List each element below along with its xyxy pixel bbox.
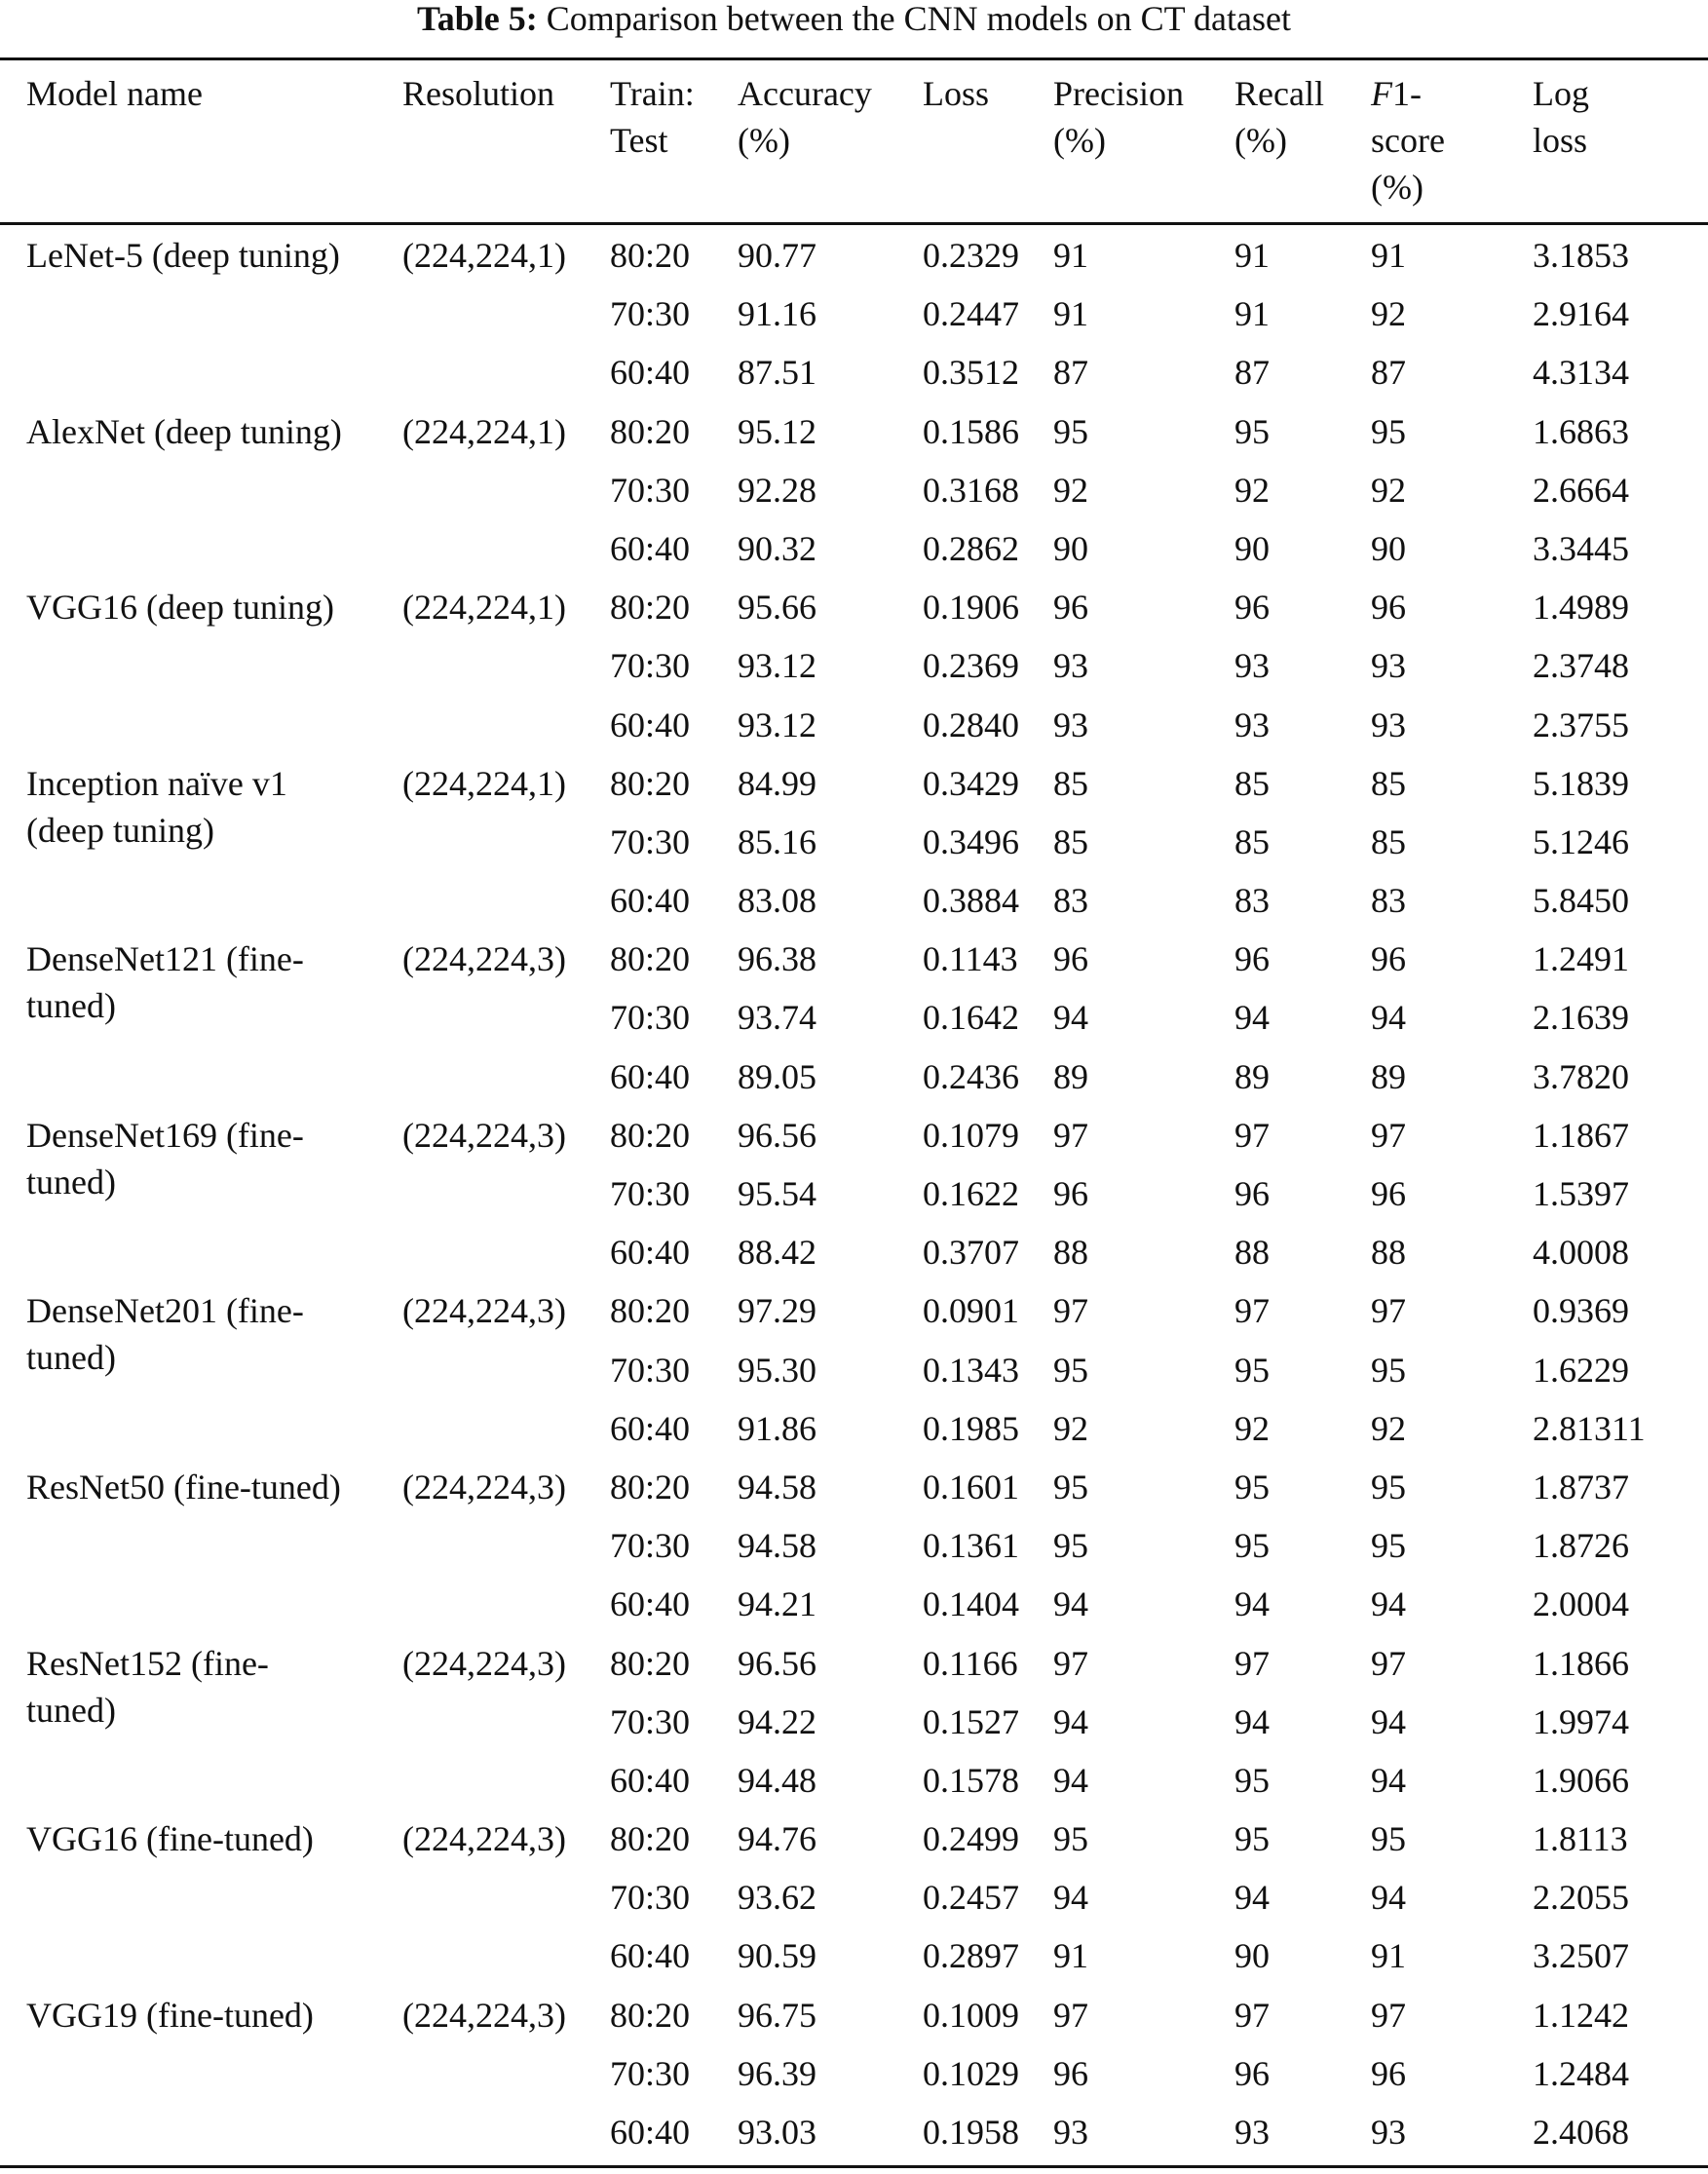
header-row (0, 60, 1708, 222)
table-row (0, 402, 1708, 461)
model-name-cell (0, 754, 402, 931)
logloss-cell: 2.81311 (1533, 1408, 1646, 1448)
accuracy-cell: 94.58 (738, 1467, 816, 1507)
recall-cell: 95 (1234, 1467, 1270, 1507)
recall-cell: 93 (1234, 2113, 1270, 2152)
logloss-cell: 2.6664 (1533, 470, 1629, 510)
split-cell: 80:20 (610, 411, 691, 451)
model-name-cell (0, 930, 402, 1106)
accuracy-cell: 97.29 (738, 1291, 816, 1331)
table-row (0, 930, 1708, 988)
logloss-cell: 2.1639 (1533, 998, 1629, 1038)
recall-cell: 95 (1234, 1526, 1270, 1566)
recall-cell: 97 (1234, 1115, 1270, 1155)
split-cell: 60:40 (610, 1408, 691, 1448)
split-cell: 80:20 (610, 1643, 691, 1683)
precision-cell: 97 (1053, 1115, 1088, 1155)
accuracy-cell: 96.56 (738, 1115, 816, 1155)
precision-cell: 95 (1053, 1526, 1088, 1566)
loss-cell: 0.1578 (923, 1760, 1019, 1800)
accuracy-cell: 94.48 (738, 1760, 816, 1800)
f1-cell: 97 (1371, 1643, 1406, 1683)
precision-cell: 93 (1053, 646, 1088, 686)
loss-cell: 0.1601 (923, 1467, 1019, 1507)
loss-cell: 0.1343 (923, 1350, 1019, 1390)
precision-cell: 95 (1053, 1467, 1088, 1507)
f1-cell: 96 (1371, 1174, 1406, 1213)
precision-cell: 94 (1053, 1584, 1088, 1624)
split-cell: 60:40 (610, 1056, 691, 1096)
split-cell: 70:30 (610, 1174, 691, 1213)
recall-cell: 95 (1234, 1760, 1270, 1800)
split-cell: 60:40 (610, 528, 691, 568)
split-cell: 80:20 (610, 1115, 691, 1155)
resolution-cell: (224,224,3) (402, 939, 566, 979)
precision-cell: 83 (1053, 881, 1088, 921)
model-name-line: tuned) (26, 1162, 116, 1201)
split-cell: 60:40 (610, 1584, 691, 1624)
logloss-cell: 3.7820 (1533, 1056, 1629, 1096)
f1-cell: 94 (1371, 998, 1406, 1038)
table-row (0, 1106, 1708, 1164)
recall-cell: 92 (1234, 1408, 1270, 1448)
loss-cell: 0.2436 (923, 1056, 1019, 1096)
logloss-cell: 5.1839 (1533, 763, 1629, 803)
f1-cell: 93 (1371, 705, 1406, 744)
recall-cell: 91 (1234, 294, 1270, 334)
f1-cell: 87 (1371, 353, 1406, 393)
loss-cell: 0.3168 (923, 470, 1019, 510)
split-cell: 70:30 (610, 821, 691, 861)
logloss-cell: 2.0004 (1533, 1584, 1629, 1624)
accuracy-cell: 95.54 (738, 1174, 816, 1213)
logloss-cell: 1.1867 (1533, 1115, 1629, 1155)
model-name-line: DenseNet169 (fine- (26, 1115, 304, 1155)
logloss-cell: 4.0008 (1533, 1233, 1629, 1273)
accuracy-cell: 85.16 (738, 821, 816, 861)
split-cell: 70:30 (610, 646, 691, 686)
accuracy-cell: 94.22 (738, 1701, 816, 1741)
model-name-cell (0, 1458, 402, 1634)
header-precision: Precision (%) (1053, 74, 1184, 160)
precision-cell: 94 (1053, 998, 1088, 1038)
loss-cell: 0.2457 (923, 1878, 1019, 1918)
f1-cell: 89 (1371, 1056, 1406, 1096)
f1-cell: 85 (1371, 763, 1406, 803)
split-cell: 80:20 (610, 939, 691, 979)
logloss-cell: 3.1853 (1533, 236, 1629, 275)
accuracy-cell: 94.76 (738, 1819, 816, 1859)
accuracy-cell: 95.12 (738, 411, 816, 451)
recall-cell: 95 (1234, 411, 1270, 451)
loss-cell: 0.3707 (923, 1233, 1019, 1273)
split-cell: 80:20 (610, 1819, 691, 1859)
accuracy-cell: 90.32 (738, 528, 816, 568)
model-name-line: VGG16 (fine-tuned) (26, 1819, 314, 1859)
accuracy-cell: 84.99 (738, 763, 816, 803)
f1-cell: 94 (1371, 1701, 1406, 1741)
loss-cell: 0.1586 (923, 411, 1019, 451)
recall-cell: 83 (1234, 881, 1270, 921)
f1-cell: 97 (1371, 1995, 1406, 2035)
logloss-cell: 1.4989 (1533, 588, 1629, 628)
recall-cell: 85 (1234, 763, 1270, 803)
header-logloss: Log loss (1533, 74, 1589, 160)
loss-cell: 0.1079 (923, 1115, 1019, 1155)
bottom-rule (0, 2165, 1708, 2168)
recall-cell: 94 (1234, 1878, 1270, 1918)
loss-cell: 0.2897 (923, 1936, 1019, 1976)
resolution-cell: (224,224,1) (402, 588, 566, 628)
accuracy-cell: 91.16 (738, 294, 816, 334)
split-cell: 60:40 (610, 353, 691, 393)
loss-cell: 0.1143 (923, 939, 1018, 979)
precision-cell: 92 (1053, 1408, 1088, 1448)
precision-cell: 95 (1053, 411, 1088, 451)
precision-cell: 91 (1053, 236, 1088, 275)
results-table (0, 60, 1708, 2161)
f1-cell: 95 (1371, 1819, 1406, 1859)
model-name-line: tuned) (26, 986, 116, 1026)
resolution-cell: (224,224,3) (402, 1995, 566, 2035)
split-cell: 60:40 (610, 1760, 691, 1800)
f1-cell: 95 (1371, 411, 1406, 451)
recall-cell: 94 (1234, 1701, 1270, 1741)
resolution-cell: (224,224,3) (402, 1643, 566, 1683)
split-cell: 80:20 (610, 1995, 691, 2035)
f1-cell: 90 (1371, 528, 1406, 568)
loss-cell: 0.1029 (923, 2053, 1019, 2093)
precision-cell: 94 (1053, 1701, 1088, 1741)
recall-cell: 89 (1234, 1056, 1270, 1096)
split-cell: 80:20 (610, 1291, 691, 1331)
recall-cell: 93 (1234, 646, 1270, 686)
f1-cell: 96 (1371, 2053, 1406, 2093)
precision-cell: 90 (1053, 528, 1088, 568)
accuracy-cell: 95.66 (738, 588, 816, 628)
model-name-line: tuned) (26, 1338, 116, 1378)
split-cell: 60:40 (610, 881, 691, 921)
accuracy-cell: 94.21 (738, 1584, 816, 1624)
precision-cell: 95 (1053, 1819, 1088, 1859)
precision-cell: 95 (1053, 1350, 1088, 1390)
table-row (0, 754, 1708, 813)
resolution-cell: (224,224,1) (402, 236, 566, 275)
logloss-cell: 2.3748 (1533, 646, 1629, 686)
table-row (0, 1634, 1708, 1693)
precision-cell: 92 (1053, 470, 1088, 510)
accuracy-cell: 91.86 (738, 1408, 816, 1448)
logloss-cell: 1.1242 (1533, 1995, 1629, 2035)
split-cell: 60:40 (610, 1233, 691, 1273)
split-cell: 60:40 (610, 705, 691, 744)
f1-cell: 93 (1371, 2113, 1406, 2152)
f1-cell: 93 (1371, 646, 1406, 686)
precision-cell: 93 (1053, 2113, 1088, 2152)
model-name-cell (0, 1106, 402, 1282)
precision-cell: 88 (1053, 1233, 1088, 1273)
loss-cell: 0.1985 (923, 1408, 1019, 1448)
accuracy-cell: 90.77 (738, 236, 816, 275)
model-name-line: VGG16 (deep tuning) (26, 588, 334, 628)
accuracy-cell: 93.12 (738, 646, 816, 686)
table-caption (0, 0, 1708, 51)
precision-cell: 85 (1053, 821, 1088, 861)
recall-cell: 94 (1234, 998, 1270, 1038)
recall-cell: 96 (1234, 939, 1270, 979)
accuracy-cell: 94.58 (738, 1526, 816, 1566)
caption-label: Table 5: (417, 0, 538, 38)
model-name-cell (0, 578, 402, 754)
model-name-line: DenseNet201 (fine- (26, 1291, 304, 1331)
logloss-cell: 2.4068 (1533, 2113, 1629, 2152)
f1-cell: 95 (1371, 1467, 1406, 1507)
f1-cell: 96 (1371, 588, 1406, 628)
precision-cell: 96 (1053, 939, 1088, 979)
accuracy-cell: 87.51 (738, 353, 816, 393)
accuracy-cell: 83.08 (738, 881, 816, 921)
recall-cell: 97 (1234, 1995, 1270, 2035)
recall-cell: 96 (1234, 2053, 1270, 2093)
table-row (0, 1281, 1708, 1340)
model-name-line: Inception naïve v1 (26, 763, 287, 803)
model-name-line: ResNet50 (fine-tuned) (26, 1467, 341, 1507)
f1-cell: 94 (1371, 1760, 1406, 1800)
split-cell: 70:30 (610, 294, 691, 334)
f1-cell: 94 (1371, 1584, 1406, 1624)
recall-cell: 88 (1234, 1233, 1270, 1273)
recall-cell: 96 (1234, 1174, 1270, 1213)
loss-cell: 0.0901 (923, 1291, 1019, 1331)
loss-cell: 0.1958 (923, 2113, 1019, 2152)
split-cell: 60:40 (610, 1936, 691, 1976)
logloss-cell: 1.2484 (1533, 2053, 1629, 2093)
accuracy-cell: 96.56 (738, 1643, 816, 1683)
logloss-cell: 2.9164 (1533, 294, 1629, 334)
f1-cell: 92 (1371, 470, 1406, 510)
loss-cell: 0.2369 (923, 646, 1019, 686)
header-f1: F1- score (%) (1371, 74, 1445, 207)
loss-cell: 0.1166 (923, 1643, 1018, 1683)
loss-cell: 0.2840 (923, 705, 1019, 744)
precision-cell: 94 (1053, 1760, 1088, 1800)
accuracy-cell: 96.75 (738, 1995, 816, 2035)
recall-cell: 97 (1234, 1643, 1270, 1683)
logloss-cell: 1.6229 (1533, 1350, 1629, 1390)
split-cell: 70:30 (610, 470, 691, 510)
precision-cell: 97 (1053, 1995, 1088, 2035)
loss-cell: 0.1009 (923, 1995, 1019, 2035)
split-cell: 70:30 (610, 1878, 691, 1918)
model-name-cell (0, 1281, 402, 1458)
logloss-cell: 2.2055 (1533, 1878, 1629, 1918)
f1-cell: 91 (1371, 236, 1406, 275)
f1-cell: 88 (1371, 1233, 1406, 1273)
f1-cell: 97 (1371, 1291, 1406, 1331)
logloss-cell: 1.2491 (1533, 939, 1629, 979)
table-row (0, 1458, 1708, 1516)
precision-cell: 91 (1053, 1936, 1088, 1976)
f1-cell: 95 (1371, 1526, 1406, 1566)
loss-cell: 0.2447 (923, 294, 1019, 334)
header-loss: Loss (923, 74, 990, 113)
accuracy-cell: 88.42 (738, 1233, 816, 1273)
loss-cell: 0.1527 (923, 1701, 1019, 1741)
header-split: Train: Test (610, 74, 695, 160)
precision-cell: 96 (1053, 588, 1088, 628)
logloss-cell: 1.1866 (1533, 1643, 1629, 1683)
model-name-line: tuned) (26, 1690, 116, 1730)
accuracy-cell: 93.03 (738, 2113, 816, 2152)
caption-text: Comparison between the CNN models on CT dataset (546, 0, 1291, 38)
precision-cell: 96 (1053, 2053, 1088, 2093)
precision-cell: 85 (1053, 763, 1088, 803)
f1-cell: 96 (1371, 939, 1406, 979)
accuracy-cell: 92.28 (738, 470, 816, 510)
model-name-cell (0, 222, 402, 402)
loss-cell: 0.2329 (923, 236, 1019, 275)
resolution-cell: (224,224,3) (402, 1291, 566, 1331)
loss-cell: 0.2499 (923, 1819, 1019, 1859)
logloss-cell: 1.9066 (1533, 1760, 1629, 1800)
table-row (0, 1986, 1708, 2044)
accuracy-cell: 89.05 (738, 1056, 816, 1096)
f1-cell: 92 (1371, 294, 1406, 334)
split-cell: 80:20 (610, 763, 691, 803)
split-cell: 70:30 (610, 1350, 691, 1390)
loss-cell: 0.3496 (923, 821, 1019, 861)
recall-cell: 97 (1234, 1291, 1270, 1331)
f1-cell: 83 (1371, 881, 1406, 921)
split-cell: 70:30 (610, 2053, 691, 2093)
recall-cell: 96 (1234, 588, 1270, 628)
accuracy-cell: 93.74 (738, 998, 816, 1038)
recall-cell: 90 (1234, 528, 1270, 568)
logloss-cell: 1.8726 (1533, 1526, 1629, 1566)
recall-cell: 87 (1234, 353, 1270, 393)
precision-cell: 94 (1053, 1878, 1088, 1918)
split-cell: 80:20 (610, 236, 691, 275)
header-recall: Recall (%) (1234, 74, 1324, 160)
recall-cell: 93 (1234, 705, 1270, 744)
recall-cell: 85 (1234, 821, 1270, 861)
model-name-cell (0, 1810, 402, 1986)
model-name-line: ResNet152 (fine- (26, 1643, 269, 1683)
f1-cell: 85 (1371, 821, 1406, 861)
header-model: Model name (26, 74, 203, 113)
split-cell: 70:30 (610, 1526, 691, 1566)
accuracy-cell: 96.38 (738, 939, 816, 979)
logloss-cell: 0.9369 (1533, 1291, 1629, 1331)
resolution-cell: (224,224,3) (402, 1467, 566, 1507)
header-accuracy: Accuracy (%) (738, 74, 872, 160)
model-name-cell (0, 402, 402, 579)
table-body (0, 222, 1708, 2161)
split-cell: 60:40 (610, 2113, 691, 2152)
recall-cell: 95 (1234, 1819, 1270, 1859)
resolution-cell: (224,224,3) (402, 1819, 566, 1859)
model-name-cell (0, 1634, 402, 1811)
f1-cell: 92 (1371, 1408, 1406, 1448)
precision-cell: 96 (1053, 1174, 1088, 1213)
table-row (0, 578, 1708, 636)
logloss-cell: 1.9974 (1533, 1701, 1629, 1741)
model-name-line: (deep tuning) (26, 810, 214, 850)
recall-cell: 94 (1234, 1584, 1270, 1624)
recall-cell: 91 (1234, 236, 1270, 275)
table-row (0, 1810, 1708, 1868)
loss-cell: 0.1361 (923, 1526, 1019, 1566)
loss-cell: 0.3429 (923, 763, 1019, 803)
precision-cell: 93 (1053, 705, 1088, 744)
logloss-cell: 1.6863 (1533, 411, 1629, 451)
precision-cell: 97 (1053, 1291, 1088, 1331)
split-cell: 80:20 (610, 1467, 691, 1507)
logloss-cell: 2.3755 (1533, 705, 1629, 744)
logloss-cell: 5.8450 (1533, 881, 1629, 921)
accuracy-cell: 93.12 (738, 705, 816, 744)
logloss-cell: 3.3445 (1533, 528, 1629, 568)
loss-cell: 0.1404 (923, 1584, 1019, 1624)
loss-cell: 0.1642 (923, 998, 1019, 1038)
f1-cell: 95 (1371, 1350, 1406, 1390)
accuracy-cell: 90.59 (738, 1936, 816, 1976)
precision-cell: 89 (1053, 1056, 1088, 1096)
resolution-cell: (224,224,3) (402, 1115, 566, 1155)
logloss-cell: 1.8113 (1533, 1819, 1628, 1859)
recall-cell: 95 (1234, 1350, 1270, 1390)
loss-cell: 0.3512 (923, 353, 1019, 393)
model-name-line: DenseNet121 (fine- (26, 939, 304, 979)
model-name-cell (0, 1986, 402, 2162)
model-name-line: VGG19 (fine-tuned) (26, 1995, 314, 2035)
loss-cell: 0.3884 (923, 881, 1019, 921)
precision-cell: 87 (1053, 353, 1088, 393)
accuracy-cell: 96.39 (738, 2053, 816, 2093)
loss-cell: 0.1622 (923, 1174, 1019, 1213)
loss-cell: 0.2862 (923, 528, 1019, 568)
f1-cell: 91 (1371, 1936, 1406, 1976)
recall-cell: 92 (1234, 470, 1270, 510)
header-resolution: Resolution (402, 74, 555, 113)
accuracy-cell: 93.62 (738, 1878, 816, 1918)
logloss-cell: 5.1246 (1533, 821, 1629, 861)
logloss-cell: 1.5397 (1533, 1174, 1629, 1213)
recall-cell: 90 (1234, 1936, 1270, 1976)
split-cell: 70:30 (610, 1701, 691, 1741)
loss-cell: 0.1906 (923, 588, 1019, 628)
model-name-line: LeNet-5 (deep tuning) (26, 236, 340, 275)
logloss-cell: 3.2507 (1533, 1936, 1629, 1976)
split-cell: 80:20 (610, 588, 691, 628)
model-name-line: AlexNet (deep tuning) (26, 411, 342, 451)
precision-cell: 97 (1053, 1643, 1088, 1683)
accuracy-cell: 95.30 (738, 1350, 816, 1390)
f1-cell: 97 (1371, 1115, 1406, 1155)
logloss-cell: 4.3134 (1533, 353, 1629, 393)
precision-cell: 91 (1053, 294, 1088, 334)
resolution-cell: (224,224,1) (402, 763, 566, 803)
f1-cell: 94 (1371, 1878, 1406, 1918)
logloss-cell: 1.8737 (1533, 1467, 1629, 1507)
table-row (0, 222, 1708, 285)
resolution-cell: (224,224,1) (402, 411, 566, 451)
split-cell: 70:30 (610, 998, 691, 1038)
